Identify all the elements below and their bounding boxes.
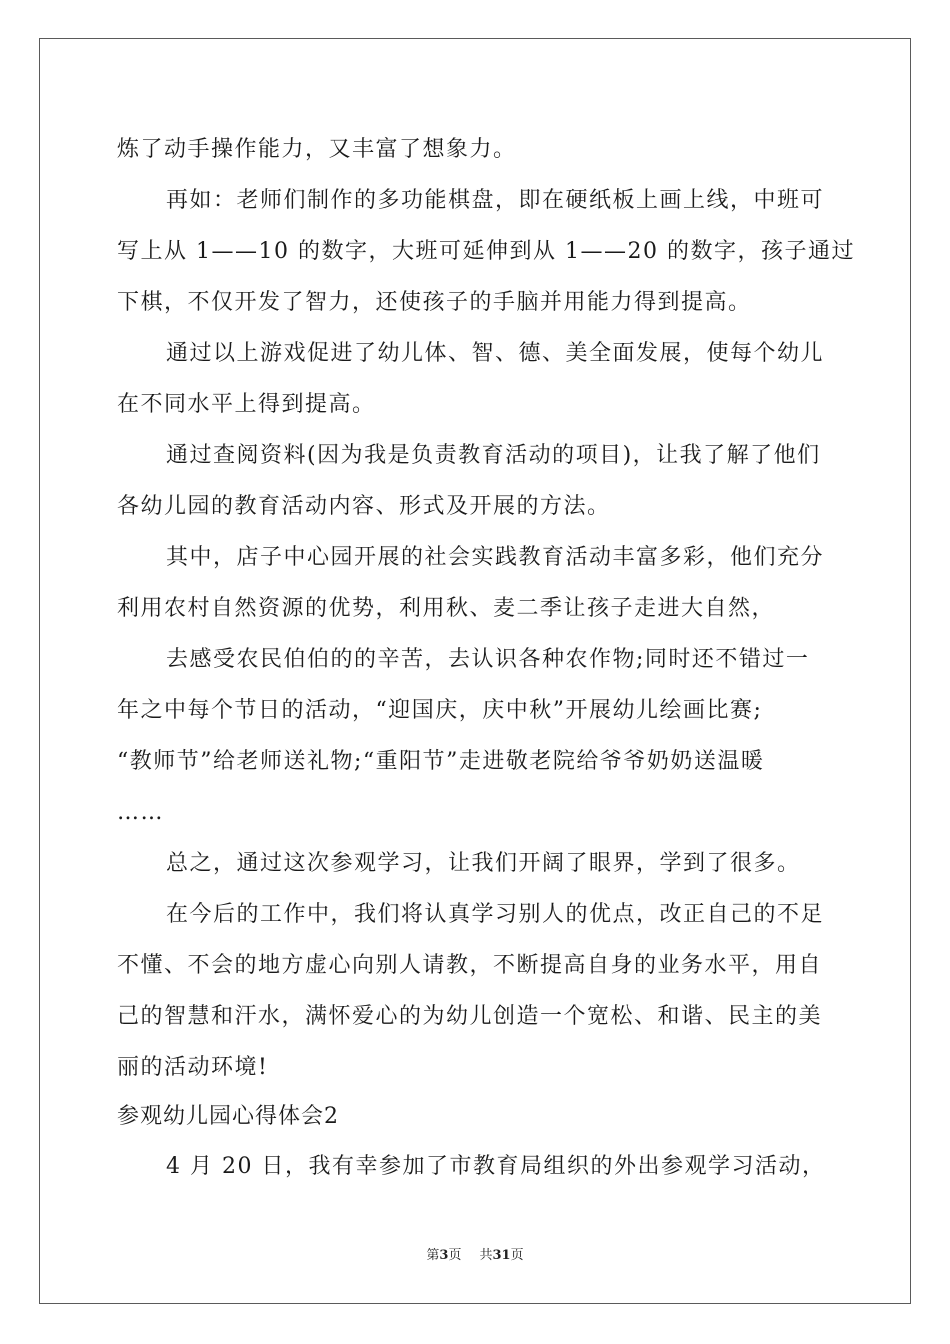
section-heading: 参观幼儿园心得体会2 bbox=[117, 1104, 339, 1129]
total-suffix: 页 bbox=[510, 1248, 524, 1263]
text-line: 利用农村自然资源的优势，利用秋、麦二季让孩子走进大自然， bbox=[117, 596, 776, 621]
text-line: 去感受农民伯伯的的辛苦，去认识各种农作物;同时还不错过一 bbox=[166, 647, 810, 672]
text-line: 其中，店子中心园开展的社会实践教育活动丰富多彩，他们充分 bbox=[166, 545, 825, 570]
text-line: 在今后的工作中，我们将认真学习别人的优点，改正自己的不足 bbox=[166, 902, 825, 927]
text-line: 己的智慧和汗水，满怀爱心的为幼儿创造一个宽松、和谐、民主的美 bbox=[117, 1004, 823, 1029]
text-line: 通过以上游戏促进了幼儿体、智、德、美全面发展，使每个幼儿 bbox=[166, 341, 825, 366]
page-prefix: 第 bbox=[426, 1248, 440, 1263]
page-suffix: 页 bbox=[448, 1248, 462, 1263]
text-line: 丽的活动环境! bbox=[117, 1055, 269, 1080]
document-body bbox=[117, 124, 855, 1192]
text-line: 在不同水平上得到提高。 bbox=[117, 392, 376, 417]
text-line: 年之中每个节日的活动，“迎国庆，庆中秋”开展幼儿绘画比赛; bbox=[117, 698, 763, 723]
text-line: 再如：老师们制作的多功能棋盘，即在硬纸板上画上线，中班可 bbox=[166, 188, 825, 213]
text-line: 通过查阅资料(因为我是负责教育活动的项目)，让我了解了他们 bbox=[166, 443, 821, 468]
paragraph-block-2 bbox=[117, 1141, 837, 1192]
paragraph-block-1 bbox=[117, 124, 855, 1093]
text-line: “教师节”给老师送礼物;“重阳节”走进敬老院给爷爷奶奶送温暖 bbox=[117, 749, 765, 774]
text-line: …… bbox=[117, 800, 164, 825]
page-footer bbox=[0, 1244, 950, 1263]
text-line: 各幼儿园的教育活动内容、形式及开展的方法。 bbox=[117, 494, 611, 519]
text-line: 总之，通过这次参观学习，让我们开阔了眼界，学到了很多。 bbox=[166, 851, 801, 876]
text-line: 写上从 1——10 的数字，大班可延伸到从 1——20 的数字，孩子通过 bbox=[117, 239, 855, 264]
text-line: 下棋，不仅开发了智力，还使孩子的手脑并用能力得到提高。 bbox=[117, 290, 752, 315]
total-prefix: 共 bbox=[479, 1248, 493, 1263]
total-page-number: 31 bbox=[492, 1248, 511, 1263]
current-page-number: 3 bbox=[439, 1248, 449, 1263]
text-line: 4 月 20 日，我有幸参加了市教育局组织的外出参观学习活动， bbox=[166, 1154, 826, 1179]
text-line: 炼了动手操作能力，又丰富了想象力。 bbox=[117, 137, 517, 162]
text-line: 不懂、不会的地方虚心向别人请教，不断提高自身的业务水平，用自 bbox=[117, 953, 823, 978]
